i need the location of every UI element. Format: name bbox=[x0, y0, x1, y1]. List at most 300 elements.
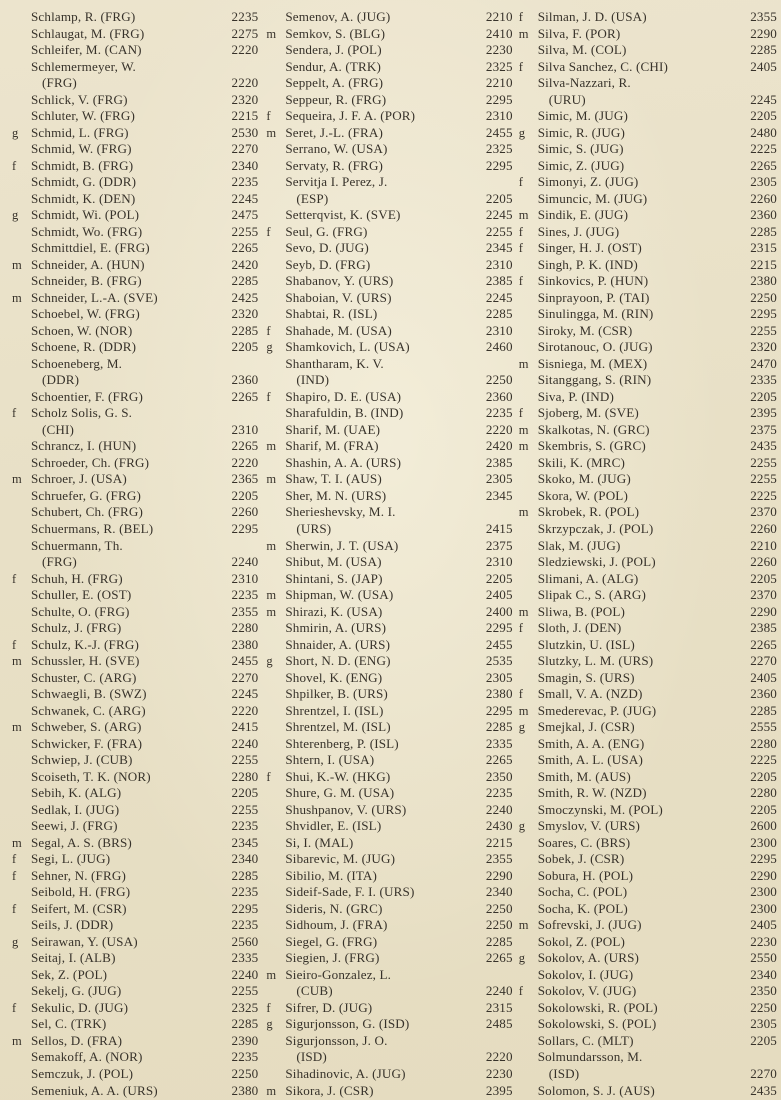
player-name: Schneider, L.-A. (SVE) bbox=[31, 289, 158, 305]
player-name: Seirawan, Y. (USA) bbox=[31, 933, 138, 949]
player-name: Slipak C., S. (ARG) bbox=[537, 587, 647, 603]
rating-value: 2250 bbox=[485, 917, 513, 933]
rating-entry bbox=[12, 653, 258, 670]
rating-entry bbox=[519, 339, 777, 356]
rating-value: 2235 bbox=[231, 818, 259, 834]
player-name: Sharafuldin, B. (IND) bbox=[285, 405, 404, 421]
rating-value: 2485 bbox=[485, 1016, 513, 1032]
rating-entry bbox=[519, 835, 777, 852]
rating-entry bbox=[266, 438, 512, 455]
rating-value: 2295 bbox=[231, 900, 259, 916]
rating-entry bbox=[266, 818, 512, 835]
rating-value: 2290 bbox=[485, 867, 513, 883]
rating-entry bbox=[266, 455, 512, 472]
player-name: Shaboian, V. (URS) bbox=[285, 289, 392, 305]
title-letter: f bbox=[518, 621, 524, 636]
rating-value: 2255 bbox=[231, 983, 259, 999]
rating-value: 2370 bbox=[750, 504, 777, 520]
rating-value: 2375 bbox=[485, 537, 513, 553]
player-name: Semczuk, J. (POL) bbox=[31, 1066, 134, 1081]
rating-value: 2305 bbox=[485, 471, 513, 487]
rating-entry bbox=[519, 901, 777, 918]
rating-entry bbox=[266, 851, 512, 868]
title-letter: g bbox=[518, 819, 526, 834]
player-name: Smith, A. L. (USA) bbox=[537, 752, 643, 768]
player-name: Seils, J. (DDR) bbox=[31, 917, 114, 933]
player-name: Schoebel, W. (FRG) bbox=[31, 306, 140, 322]
rating-entry bbox=[12, 1000, 258, 1017]
player-name: Solmundarsson, M. bbox=[537, 1049, 643, 1065]
rating-entry bbox=[519, 405, 777, 422]
rating-value: 2225 bbox=[750, 752, 777, 768]
player-name: Sharif, M. (FRA) bbox=[285, 438, 379, 454]
rating-value: 2295 bbox=[750, 851, 777, 867]
player-name: Slutzkin, U. (ISL) bbox=[537, 636, 635, 652]
player-name: Sofrevski, J. (JUG) bbox=[537, 917, 642, 933]
player-name: Sherieshevsky, M. I. bbox=[285, 504, 396, 520]
player-name: Sokolov, A. (URS) bbox=[537, 950, 640, 966]
rating-value: 2380 bbox=[231, 1082, 259, 1098]
player-name: Shamkovich, L. (USA) bbox=[285, 339, 410, 355]
rating-entry bbox=[266, 141, 512, 158]
rating-entry bbox=[266, 1033, 512, 1050]
title-letter: f bbox=[266, 323, 271, 338]
rating-entry bbox=[519, 917, 777, 934]
title-letter: f bbox=[12, 406, 17, 421]
rating-value: 2275 bbox=[231, 25, 259, 41]
player-name: Semakoff, A. (NOR) bbox=[31, 1049, 143, 1065]
rating-value: 2280 bbox=[750, 735, 777, 751]
player-name: Sindik, E. (JUG) bbox=[537, 207, 629, 223]
rating-entry bbox=[12, 455, 258, 472]
rating-value: 2335 bbox=[485, 735, 513, 751]
rating-entry bbox=[519, 604, 777, 621]
rating-entry-continuation bbox=[266, 521, 512, 538]
rating-entry bbox=[519, 1049, 777, 1066]
player-name: Schmidt, Wo. (FRG) bbox=[31, 223, 143, 239]
player-name: Small, V. A. (NZD) bbox=[537, 686, 643, 702]
rating-value: 2400 bbox=[485, 603, 513, 619]
title-letter: f bbox=[518, 175, 524, 190]
rating-entry bbox=[12, 785, 258, 802]
rating-entry bbox=[12, 339, 258, 356]
title-letter: m bbox=[266, 588, 277, 603]
rating-entry bbox=[266, 604, 512, 621]
rating-entry bbox=[519, 884, 777, 901]
rating-entry bbox=[519, 273, 777, 290]
player-name: Shui, K.-W. (HKG) bbox=[285, 768, 391, 784]
player-name: Sliwa, B. (POL) bbox=[537, 603, 626, 619]
player-name: Sherwin, J. T. (USA) bbox=[285, 537, 399, 553]
player-name: Scoiseth, T. K. (NOR) bbox=[31, 768, 151, 784]
player-name: Sibarevic, M. (JUG) bbox=[285, 851, 396, 867]
rating-entry bbox=[12, 389, 258, 406]
rating-entry bbox=[266, 108, 512, 125]
player-name: Semeniuk, A. A. (URS) bbox=[31, 1082, 158, 1098]
player-federation: (ESP) bbox=[296, 190, 329, 206]
rating-value: 2260 bbox=[231, 504, 259, 520]
rating-entry bbox=[266, 620, 512, 637]
rating-value: 2240 bbox=[485, 801, 513, 817]
rating-value: 2270 bbox=[231, 669, 259, 685]
rating-value: 2410 bbox=[485, 25, 513, 41]
player-name: Schrancz, I. (HUN) bbox=[31, 438, 137, 454]
rating-entry bbox=[266, 637, 512, 654]
title-letter: m bbox=[518, 439, 529, 454]
rating-entry bbox=[266, 587, 512, 604]
rating-value: 2310 bbox=[485, 256, 513, 272]
rating-entry bbox=[12, 917, 258, 934]
rating-value: 2295 bbox=[485, 157, 513, 173]
player-name: Short, N. D. (ENG) bbox=[285, 653, 391, 669]
player-federation: (DDR) bbox=[42, 372, 80, 388]
rating-value: 2415 bbox=[231, 719, 259, 735]
player-name: Shrentzel, M. (ISL) bbox=[285, 719, 391, 735]
player-name: Seibold, H. (FRG) bbox=[31, 884, 131, 900]
rating-entry bbox=[519, 488, 777, 505]
player-name: Sisniega, M. (MEX) bbox=[537, 355, 648, 371]
player-name: Siva, P. (IND) bbox=[537, 388, 614, 404]
title-letter: f bbox=[266, 389, 271, 404]
rating-entry bbox=[266, 290, 512, 307]
player-name: Sjoberg, M. (SVE) bbox=[537, 405, 639, 421]
rating-value: 2245 bbox=[231, 686, 259, 702]
rating-entry bbox=[266, 92, 512, 109]
player-name: Shmirin, A. (URS) bbox=[285, 620, 387, 636]
rating-value: 2205 bbox=[485, 570, 513, 586]
player-name: Schmittdiel, E. (FRG) bbox=[31, 240, 150, 256]
player-name: Sines, J. (JUG) bbox=[537, 223, 620, 239]
rating-value: 2255 bbox=[231, 801, 259, 817]
rating-value: 2455 bbox=[485, 124, 513, 140]
rating-value: 2210 bbox=[485, 9, 513, 24]
title-letter: m bbox=[266, 125, 277, 140]
rating-entry bbox=[12, 405, 258, 422]
player-name: Skembris, S. (GRC) bbox=[537, 438, 646, 454]
rating-value: 2380 bbox=[485, 686, 513, 702]
rating-entry bbox=[12, 240, 258, 257]
rating-entry bbox=[12, 207, 258, 224]
rating-value: 2435 bbox=[750, 1082, 777, 1098]
rating-value: 2285 bbox=[750, 42, 777, 58]
rating-value: 2315 bbox=[485, 999, 513, 1015]
rating-entry bbox=[266, 703, 512, 720]
rating-value: 2235 bbox=[231, 1049, 259, 1065]
rating-value: 2250 bbox=[231, 1066, 259, 1081]
player-name: Schoen, W. (NOR) bbox=[31, 322, 133, 338]
rating-entry bbox=[12, 108, 258, 125]
rating-entry bbox=[519, 422, 777, 439]
rating-entry bbox=[12, 356, 258, 373]
player-name: Shashin, A. A. (URS) bbox=[285, 454, 402, 470]
rating-entry-continuation bbox=[12, 75, 258, 92]
rating-entry bbox=[266, 504, 512, 521]
player-name: Shvidler, E. (ISL) bbox=[285, 818, 382, 834]
rating-value: 2205 bbox=[231, 339, 259, 355]
rating-entry-continuation bbox=[12, 372, 258, 389]
player-name: Setterqvist, K. (SVE) bbox=[285, 207, 401, 223]
rating-entry bbox=[266, 785, 512, 802]
rating-entry bbox=[519, 934, 777, 951]
player-name: Solomon, S. J. (AUS) bbox=[537, 1082, 655, 1098]
rating-value: 2435 bbox=[750, 438, 777, 454]
rating-entry bbox=[12, 769, 258, 786]
rating-entry bbox=[266, 356, 512, 373]
player-name: Schoentier, F. (FRG) bbox=[31, 388, 143, 404]
rating-entry bbox=[519, 9, 777, 26]
player-name: Shnaider, A. (URS) bbox=[285, 636, 391, 652]
rating-value: 2380 bbox=[231, 636, 259, 652]
rating-value: 2205 bbox=[750, 1032, 777, 1048]
rating-value: 2215 bbox=[750, 256, 777, 272]
rating-entry bbox=[12, 125, 258, 142]
rating-entry bbox=[12, 59, 258, 76]
player-name: Sellos, D. (FRA) bbox=[31, 1032, 123, 1048]
rating-entry bbox=[519, 851, 777, 868]
title-letter: f bbox=[518, 984, 524, 999]
rating-value: 2220 bbox=[231, 75, 259, 91]
player-name: Schuermans, R. (BEL) bbox=[31, 520, 154, 536]
rating-value: 2320 bbox=[231, 306, 259, 322]
rating-value: 2230 bbox=[750, 933, 777, 949]
rating-entry bbox=[266, 273, 512, 290]
player-name: Schlaugat, M. (FRG) bbox=[31, 25, 145, 41]
rating-value: 2245 bbox=[750, 91, 777, 107]
rating-entry bbox=[519, 75, 777, 92]
rating-value: 2340 bbox=[485, 884, 513, 900]
rating-value: 2320 bbox=[750, 339, 777, 355]
player-name: Schroeder, Ch. (FRG) bbox=[31, 454, 150, 470]
rating-entry bbox=[12, 983, 258, 1000]
rating-entry bbox=[12, 818, 258, 835]
rating-value: 2210 bbox=[750, 537, 777, 553]
player-name: Sobek, J. (CSR) bbox=[537, 851, 625, 867]
player-name: Slimani, A. (ALG) bbox=[537, 570, 639, 586]
rating-entry bbox=[12, 488, 258, 505]
rating-entry bbox=[266, 571, 512, 588]
rating-entry bbox=[12, 703, 258, 720]
title-letter: m bbox=[12, 835, 22, 850]
rating-value: 2360 bbox=[485, 388, 513, 404]
rating-value: 2205 bbox=[750, 108, 777, 124]
player-name: Schoeneberg, M. bbox=[31, 355, 123, 371]
player-name: Sebih, K. (ALG) bbox=[31, 785, 122, 801]
player-name: Sokolov, V. (JUG) bbox=[537, 983, 637, 999]
player-name: Shantharam, K. V. bbox=[285, 355, 384, 371]
rating-entry bbox=[266, 653, 512, 670]
title-letter: f bbox=[518, 224, 524, 239]
player-name: Simic, S. (JUG) bbox=[537, 141, 624, 157]
title-letter: f bbox=[518, 406, 524, 421]
title-letter: m bbox=[12, 290, 22, 305]
rating-entry bbox=[266, 736, 512, 753]
player-name: Shirazi, K. (USA) bbox=[285, 603, 383, 619]
player-name: Sekelj, G. (JUG) bbox=[31, 983, 122, 999]
player-name: Schwaegli, B. (SWZ) bbox=[31, 686, 147, 702]
rating-value: 2285 bbox=[485, 933, 513, 949]
rating-value: 2285 bbox=[231, 867, 259, 883]
player-name: Segal, A. S. (BRS) bbox=[31, 834, 132, 850]
rating-entry bbox=[266, 719, 512, 736]
rating-value: 2235 bbox=[231, 174, 259, 190]
player-name: Smith, R. W. (NZD) bbox=[537, 785, 647, 801]
player-federation: (ISD) bbox=[296, 1049, 327, 1065]
rating-entry bbox=[519, 521, 777, 538]
rating-entry bbox=[266, 158, 512, 175]
player-name: Schulz, K.-J. (FRG) bbox=[31, 636, 139, 652]
rating-entry-continuation bbox=[266, 983, 512, 1000]
rating-entry bbox=[12, 901, 258, 918]
player-name: Shushpanov, V. (URS) bbox=[285, 801, 407, 817]
rating-entry bbox=[12, 967, 258, 984]
rating-value: 2235 bbox=[231, 587, 259, 603]
player-name: Schlemermeyer, W. bbox=[31, 58, 136, 74]
rating-entry bbox=[12, 587, 258, 604]
rating-value: 2310 bbox=[231, 570, 259, 586]
rating-value: 2375 bbox=[750, 421, 777, 437]
rating-entry bbox=[12, 290, 258, 307]
player-name: Silman, J. D. (USA) bbox=[537, 9, 647, 24]
rating-value: 2265 bbox=[485, 752, 513, 768]
rating-value: 2280 bbox=[231, 768, 259, 784]
rating-entry bbox=[12, 521, 258, 538]
rating-value: 2310 bbox=[231, 421, 259, 437]
player-name: Shipman, W. (USA) bbox=[285, 587, 394, 603]
rating-value: 2455 bbox=[485, 636, 513, 652]
rating-entry bbox=[519, 818, 777, 835]
rating-entry bbox=[12, 438, 258, 455]
rating-value: 2265 bbox=[750, 157, 777, 173]
title-letter: f bbox=[518, 59, 524, 74]
rating-value: 2295 bbox=[485, 91, 513, 107]
player-federation: (IND) bbox=[296, 372, 330, 388]
player-federation: (FRG) bbox=[42, 75, 77, 91]
player-name: Skora, W. (POL) bbox=[537, 487, 628, 503]
player-name: Sel, C. (TRK) bbox=[31, 1016, 107, 1032]
player-name: Smagin, S. (URS) bbox=[537, 669, 635, 685]
rating-value: 2240 bbox=[231, 735, 259, 751]
title-letter: f bbox=[12, 868, 17, 883]
rating-entry bbox=[519, 1033, 777, 1050]
rating-entry bbox=[519, 670, 777, 687]
rating-value: 2355 bbox=[231, 603, 259, 619]
rating-entry bbox=[266, 1000, 512, 1017]
rating-entry bbox=[519, 752, 777, 769]
rating-entry bbox=[12, 9, 258, 26]
player-name: Shabtai, R. (ISL) bbox=[285, 306, 378, 322]
player-name: Servitja I. Perez, J. bbox=[285, 174, 388, 190]
rating-value: 2245 bbox=[231, 190, 259, 206]
player-name: Sekulic, D. (JUG) bbox=[31, 999, 129, 1015]
rating-value: 2600 bbox=[750, 818, 777, 834]
rating-value: 2230 bbox=[485, 1066, 513, 1081]
rating-value: 2560 bbox=[231, 933, 259, 949]
rating-value: 2270 bbox=[750, 653, 777, 669]
player-name: Schroer, J. (USA) bbox=[31, 471, 127, 487]
rating-value: 2230 bbox=[485, 42, 513, 58]
rating-entry bbox=[519, 158, 777, 175]
player-name: Shure, G. M. (USA) bbox=[285, 785, 395, 801]
rating-entry bbox=[519, 1016, 777, 1033]
player-federation: (FRG) bbox=[42, 554, 77, 570]
rating-value: 2420 bbox=[485, 438, 513, 454]
player-name: Sevo, D. (JUG) bbox=[285, 240, 369, 256]
rating-value: 2250 bbox=[750, 289, 777, 305]
rating-entry bbox=[519, 240, 777, 257]
player-name: Shovel, K. (ENG) bbox=[285, 669, 383, 685]
title-letter: m bbox=[12, 1033, 22, 1048]
player-name: Sokol, Z. (POL) bbox=[537, 933, 626, 949]
rating-entry bbox=[12, 158, 258, 175]
title-letter: m bbox=[518, 356, 529, 371]
rating-entry bbox=[12, 273, 258, 290]
title-letter: g bbox=[12, 934, 19, 949]
player-name: Skili, K. (MRC) bbox=[537, 454, 626, 470]
rating-entry bbox=[12, 1083, 258, 1100]
player-name: Seppeur, R. (FRG) bbox=[285, 91, 387, 107]
rating-value: 2365 bbox=[231, 471, 259, 487]
rating-value: 2355 bbox=[485, 851, 513, 867]
title-letter: m bbox=[518, 26, 529, 41]
rating-entry bbox=[266, 422, 512, 439]
rating-entry bbox=[519, 455, 777, 472]
rating-value: 2215 bbox=[485, 834, 513, 850]
rating-entry bbox=[519, 719, 777, 736]
rating-entry bbox=[266, 174, 512, 191]
rating-value: 2260 bbox=[750, 520, 777, 536]
title-letter: m bbox=[518, 703, 529, 718]
player-name: Sobura, H. (POL) bbox=[537, 867, 634, 883]
rating-entry bbox=[519, 620, 777, 637]
rating-value: 2245 bbox=[485, 207, 513, 223]
rating-entry bbox=[12, 670, 258, 687]
rating-entry bbox=[12, 950, 258, 967]
rating-entry bbox=[519, 59, 777, 76]
player-name: Schmid, W. (FRG) bbox=[31, 141, 132, 157]
rating-entry bbox=[519, 141, 777, 158]
player-name: Singer, H. J. (OST) bbox=[537, 240, 642, 256]
rating-entry bbox=[519, 306, 777, 323]
rating-entry bbox=[266, 75, 512, 92]
rating-value: 2210 bbox=[485, 75, 513, 91]
title-letter: m bbox=[518, 422, 529, 437]
player-name: Seppelt, A. (FRG) bbox=[285, 75, 384, 91]
title-letter: m bbox=[266, 604, 277, 619]
rating-value: 2530 bbox=[231, 124, 259, 140]
rating-value: 2280 bbox=[750, 785, 777, 801]
player-name: Shahade, M. (USA) bbox=[285, 322, 392, 338]
player-name: Simic, R. (JUG) bbox=[537, 124, 626, 140]
rating-value: 2345 bbox=[231, 834, 259, 850]
player-name: Sinulingga, M. (RIN) bbox=[537, 306, 654, 322]
rating-entry bbox=[266, 405, 512, 422]
rating-entry bbox=[12, 224, 258, 241]
rating-entry-continuation bbox=[519, 92, 777, 109]
title-letter: m bbox=[518, 604, 529, 619]
rating-value: 2480 bbox=[750, 124, 777, 140]
player-name: Sequeira, J. F. A. (POR) bbox=[285, 108, 416, 124]
rating-value: 2315 bbox=[750, 240, 777, 256]
rating-entry bbox=[266, 686, 512, 703]
rating-entry bbox=[519, 372, 777, 389]
player-name: Smoczynski, M. (POL) bbox=[537, 801, 663, 817]
player-name: Schruefer, G. (FRG) bbox=[31, 487, 141, 503]
rating-entry bbox=[12, 191, 258, 208]
player-name: Sideris, N. (GRC) bbox=[285, 900, 383, 916]
rating-value: 2290 bbox=[750, 867, 777, 883]
rating-value: 2405 bbox=[750, 58, 777, 74]
player-name: Silva, F. (POR) bbox=[537, 25, 621, 41]
